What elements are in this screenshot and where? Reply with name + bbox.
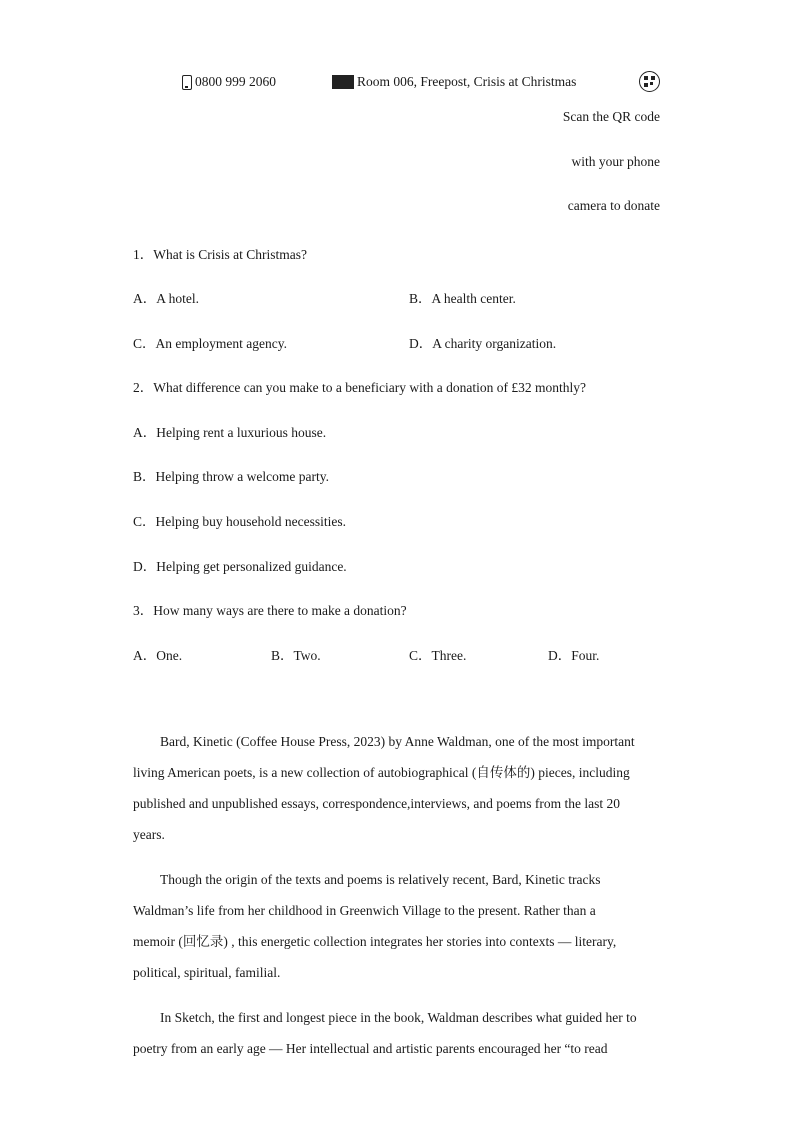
phone-icon [182,75,192,90]
qr-caption-line-1: Scan the QR code [562,109,660,124]
question-1-option-d: D．A charity organization. [409,336,557,351]
qr-caption-line-3: camera to donate [567,198,660,213]
question-2-option-d: D．Helping get personalized guidance. [133,559,347,574]
question-1-option-a: A．A hotel. [133,291,199,306]
question-3-option-a: A．One. [133,648,183,663]
mail-icon [332,75,354,89]
paragraph-line: In Sketch, the first and longest piece in the book, Waldman describes what guided her to [160,1010,637,1025]
question-3-option-b: B．Two. [271,648,321,663]
question-2-option-c: C．Helping buy household necessities. [133,514,346,529]
qr-code-icon [639,71,660,92]
qr-caption-line-2: with your phone [571,154,660,169]
paragraph-line: Waldman’s life from her childhood in Greenwich Village to the present. Rather than a [133,903,596,918]
paragraph-line: political, spiritual, familial. [133,965,281,980]
question-1-stem: 1．What is Crisis at Christmas? [133,247,307,262]
paragraph-line: living American poets, is a new collection of autobiographical (自传体的) pieces, including [133,765,630,780]
question-3-option-c: C．Three. [409,648,467,663]
question-3-stem: 3．How many ways are there to make a donation? [133,603,407,618]
passage-paragraph-3 [133,1002,658,1064]
paragraph-line: Bard, Kinetic (Coffee House Press, 2023) by Anne Waldman, one of the most important [160,734,635,749]
paragraph-line: years. [133,827,165,842]
question-2-option-b: B．Helping throw a welcome party. [133,469,329,484]
phone-contact [182,72,276,92]
phone-number: 0800 999 2060 [195,74,276,89]
passage-paragraph-2 [133,864,658,988]
paragraph-line: poetry from an early age — Her intellectual and artistic parents encouraged her “to read [133,1041,608,1056]
passage-paragraph-1 [133,726,658,850]
paragraph-line: published and unpublished essays, correspondence,interviews, and poems from the last 20 [133,796,621,811]
question-2-stem: 2．What difference can you make to a beneficiary with a donation of £32 monthly? [133,380,586,395]
question-2-option-a: A．Helping rent a luxurious house. [133,425,327,440]
question-3-option-d: D．Four. [548,648,600,663]
question-1-option-c: C．An employment agency. [133,336,287,351]
address-contact [332,72,576,92]
question-1-option-b: B．A health center. [409,291,516,306]
address: Room 006, Freepost, Crisis at Christmas [357,74,577,89]
paragraph-line: Though the origin of the texts and poems is relatively recent, Bard, Kinetic tracks [160,872,601,887]
paragraph-line: memoir (回忆录) , this energetic collection integrates her stories into contexts — literary, [133,934,617,949]
